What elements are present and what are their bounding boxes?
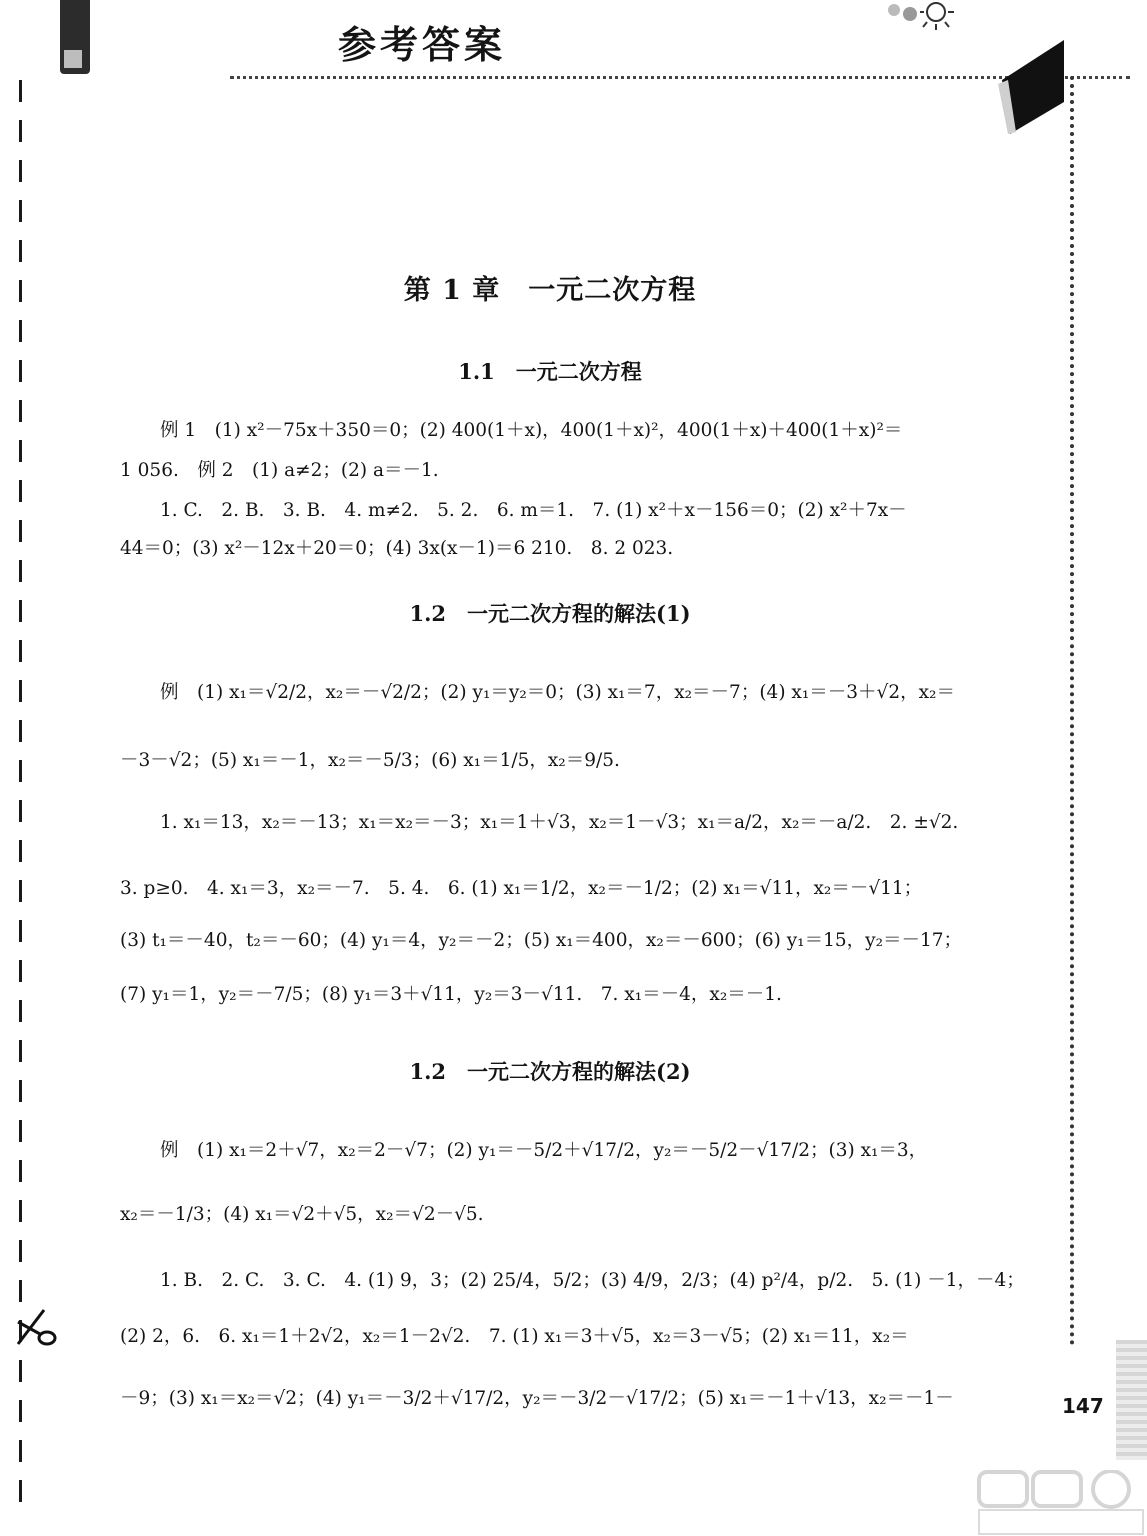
section-title-1-2-part1: 1.2 一元二次方程的解法(1) [409, 601, 691, 626]
section-title-1-1: 1.1 一元二次方程 [458, 359, 642, 384]
answer-line: 例 (1) x₁＝√2/2，x₂＝－√2/2；(2) y₁＝y₂＝0；(3) x₁＝7，x₂＝－7；(4) x₁＝－3＋√2，x₂＝ [160, 682, 955, 703]
binding-tab [60, 0, 90, 74]
answer-line: 1 056. 例 2 (1) a≠2；(2) a＝－1. [120, 460, 439, 481]
answer-line: x₂＝－1/3；(4) x₁＝√2＋√5，x₂＝√2－√5. [120, 1204, 484, 1225]
chapter-title: 第 1 章 一元二次方程 [403, 275, 697, 306]
sun-icon [880, 0, 960, 34]
scissors-icon [14, 1308, 58, 1348]
header-dotted-rule [230, 76, 1130, 79]
answer-line: －3－√2；(5) x₁＝－1，x₂＝－5/3；(6) x₁＝1/5，x₂＝9/5. [120, 750, 620, 771]
answer-line: (7) y₁＝1，y₂＝－7/5；(8) y₁＝3＋√11，y₂＝3－√11. 7. x₁＝－4，x₂＝－1. [120, 984, 782, 1005]
answer-line: 3. p≥0. 4. x₁＝3，x₂＝－7. 5. 4. 6. (1) x₁＝1/2，x₂＝－1/2；(2) x₁＝√11，x₂＝－√11； [120, 878, 923, 899]
answer-line: －9；(3) x₁＝x₂＝√2；(4) y₁＝－3/2＋√17/2，y₂＝－3/2－√17/2；(5) x₁＝－1＋√13，x₂＝－1－ [120, 1388, 954, 1409]
watermark-logo [975, 1470, 1147, 1536]
page-number: 147 [1062, 1394, 1104, 1418]
answer-line: 1. B. 2. C. 3. C. 4. (1) 9，3；(2) 25/4，5/2；(3) 4/9，2/3；(4) p²/4，p/2. 5. (1) －1，－4； [160, 1270, 1025, 1291]
corner-tab-decoration [998, 40, 1068, 134]
section-title-1-2-part2: 1.2 一元二次方程的解法(2) [409, 1059, 691, 1084]
page-header-title: 参考答案 [338, 23, 507, 67]
answer-line: 例 (1) x₁＝2＋√7，x₂＝2－√7；(2) y₁＝－5/2＋√17/2，y₂＝－5/2－√17/2；(3) x₁＝3， [160, 1140, 928, 1161]
answer-line: 1. C. 2. B. 3. B. 4. m≠2. 5. 2. 6. m＝1. 7. (1) x²＋x－156＝0；(2) x²＋7x－ [160, 500, 907, 521]
right-dotted-rule [1070, 76, 1074, 1346]
answer-line: (3) t₁＝－40，t₂＝－60；(4) y₁＝4，y₂＝－2；(5) x₁＝400，x₂＝－600；(6) y₁＝15，y₂＝－17； [120, 930, 963, 951]
answer-line: 44＝0；(3) x²－12x＋20＝0；(4) 3x(x－1)＝6 210. 8. 2 023. [120, 538, 674, 559]
answer-line: (2) 2，6. 6. x₁＝1＋2√2，x₂＝1－2√2. 7. (1) x₁＝3＋√5，x₂＝3－√5；(2) x₁＝11，x₂＝ [120, 1326, 909, 1347]
side-shading [1116, 1340, 1147, 1460]
answer-line: 1. x₁＝13，x₂＝－13；x₁＝x₂＝－3；x₁＝1＋√3，x₂＝1－√3；x₁＝a/2，x₂＝－a/2. 2. ±√2. [160, 812, 959, 833]
answer-line: 例 1 (1) x²－75x＋350＝0；(2) 400(1＋x)，400(1＋x)²，400(1＋x)＋400(1＋x)²＝ [160, 420, 903, 441]
